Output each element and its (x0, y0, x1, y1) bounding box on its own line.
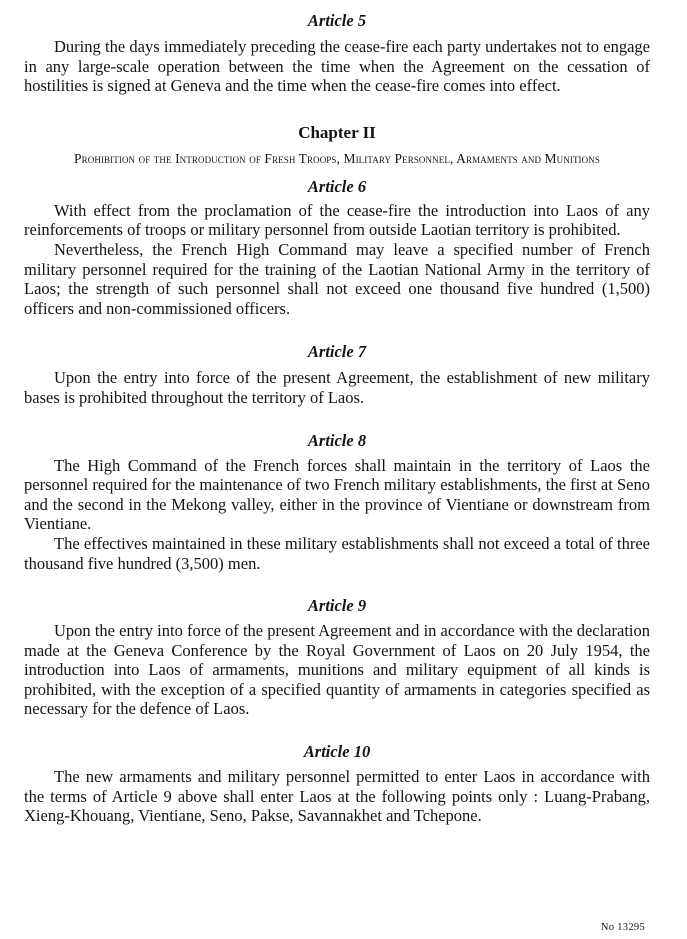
article-6-heading: Article 6 (307, 176, 367, 196)
chapter-subtitle: Prohibition of the Introduction of Fresh Troops, Military Personnel, Armaments and Munitions (74, 150, 600, 166)
article-6-paragraph-2: Nevertheless, the French High Command may leave a specified number of French military personnel required for the training of the Laotian National Army in the territory of Laos; the strength of such personnel shall not exceed one thousand five hundred (1,500) officers and non-commissioned officers. (24, 239, 650, 318)
article-10-heading: Article 10 (303, 742, 371, 762)
article-9-heading: Article 9 (307, 596, 367, 616)
article-10-paragraph-1: The new armaments and military personnel permitted to enter Laos in accordance with the terms of Article 9 above shall enter Laos at the following points only : Luang-Prabang, Xieng-Khouang, Vientiane, Seno, Pakse, Savannakhet and Tchepone. (24, 767, 650, 826)
article-5-heading: Article 5 (307, 11, 367, 30)
article-7-paragraph-1: Upon the entry into force of the present Agreement, the establishment of new military bases is prohibited throughout the territory of Laos. (24, 368, 650, 407)
article-5-paragraph-1: During the days immediately preceding the cease-fire each party undertakes not to engage in any large-scale operation between the time when the Agreement on the cessation of hostilities is signed at Geneva and the time when the cease-fire comes into effect. (24, 37, 650, 96)
article-8-paragraph-2: The effectives maintained in these military establishments shall not exceed a total of three thousand five hundred (3,500) men. (24, 533, 650, 573)
article-7-heading: Article 7 (307, 342, 367, 362)
document-number: No 13295 (600, 922, 645, 933)
article-9-paragraph-1: Upon the entry into force of the present Agreement and in accordance with the declaration made at the Geneva Conference by the Royal Government of Laos on 20 July 1954, the introduction into Laos of armaments, munitions and military equipment of all kinds is prohibited, with the exception of a specified quantity of armaments in categories specified as necessary for the defence of Laos. (24, 621, 650, 719)
article-8-heading: Article 8 (307, 430, 367, 450)
document-page (24, 10, 650, 826)
chapter-title: Chapter II (298, 122, 376, 142)
article-6-paragraph-1: With effect from the proclamation of the cease-fire the introduction into Laos of any reinforcements of troops or military personnel from outside Laotian territory is prohibited. (24, 200, 650, 240)
article-8-paragraph-1: The High Command of the French forces shall maintain in the territory of Laos the personnel required for the maintenance of two French military establishments, the first at Seno and the second in the Mekong valley, either in the province of Vientiane or downstream from Vientiane. (24, 455, 650, 534)
